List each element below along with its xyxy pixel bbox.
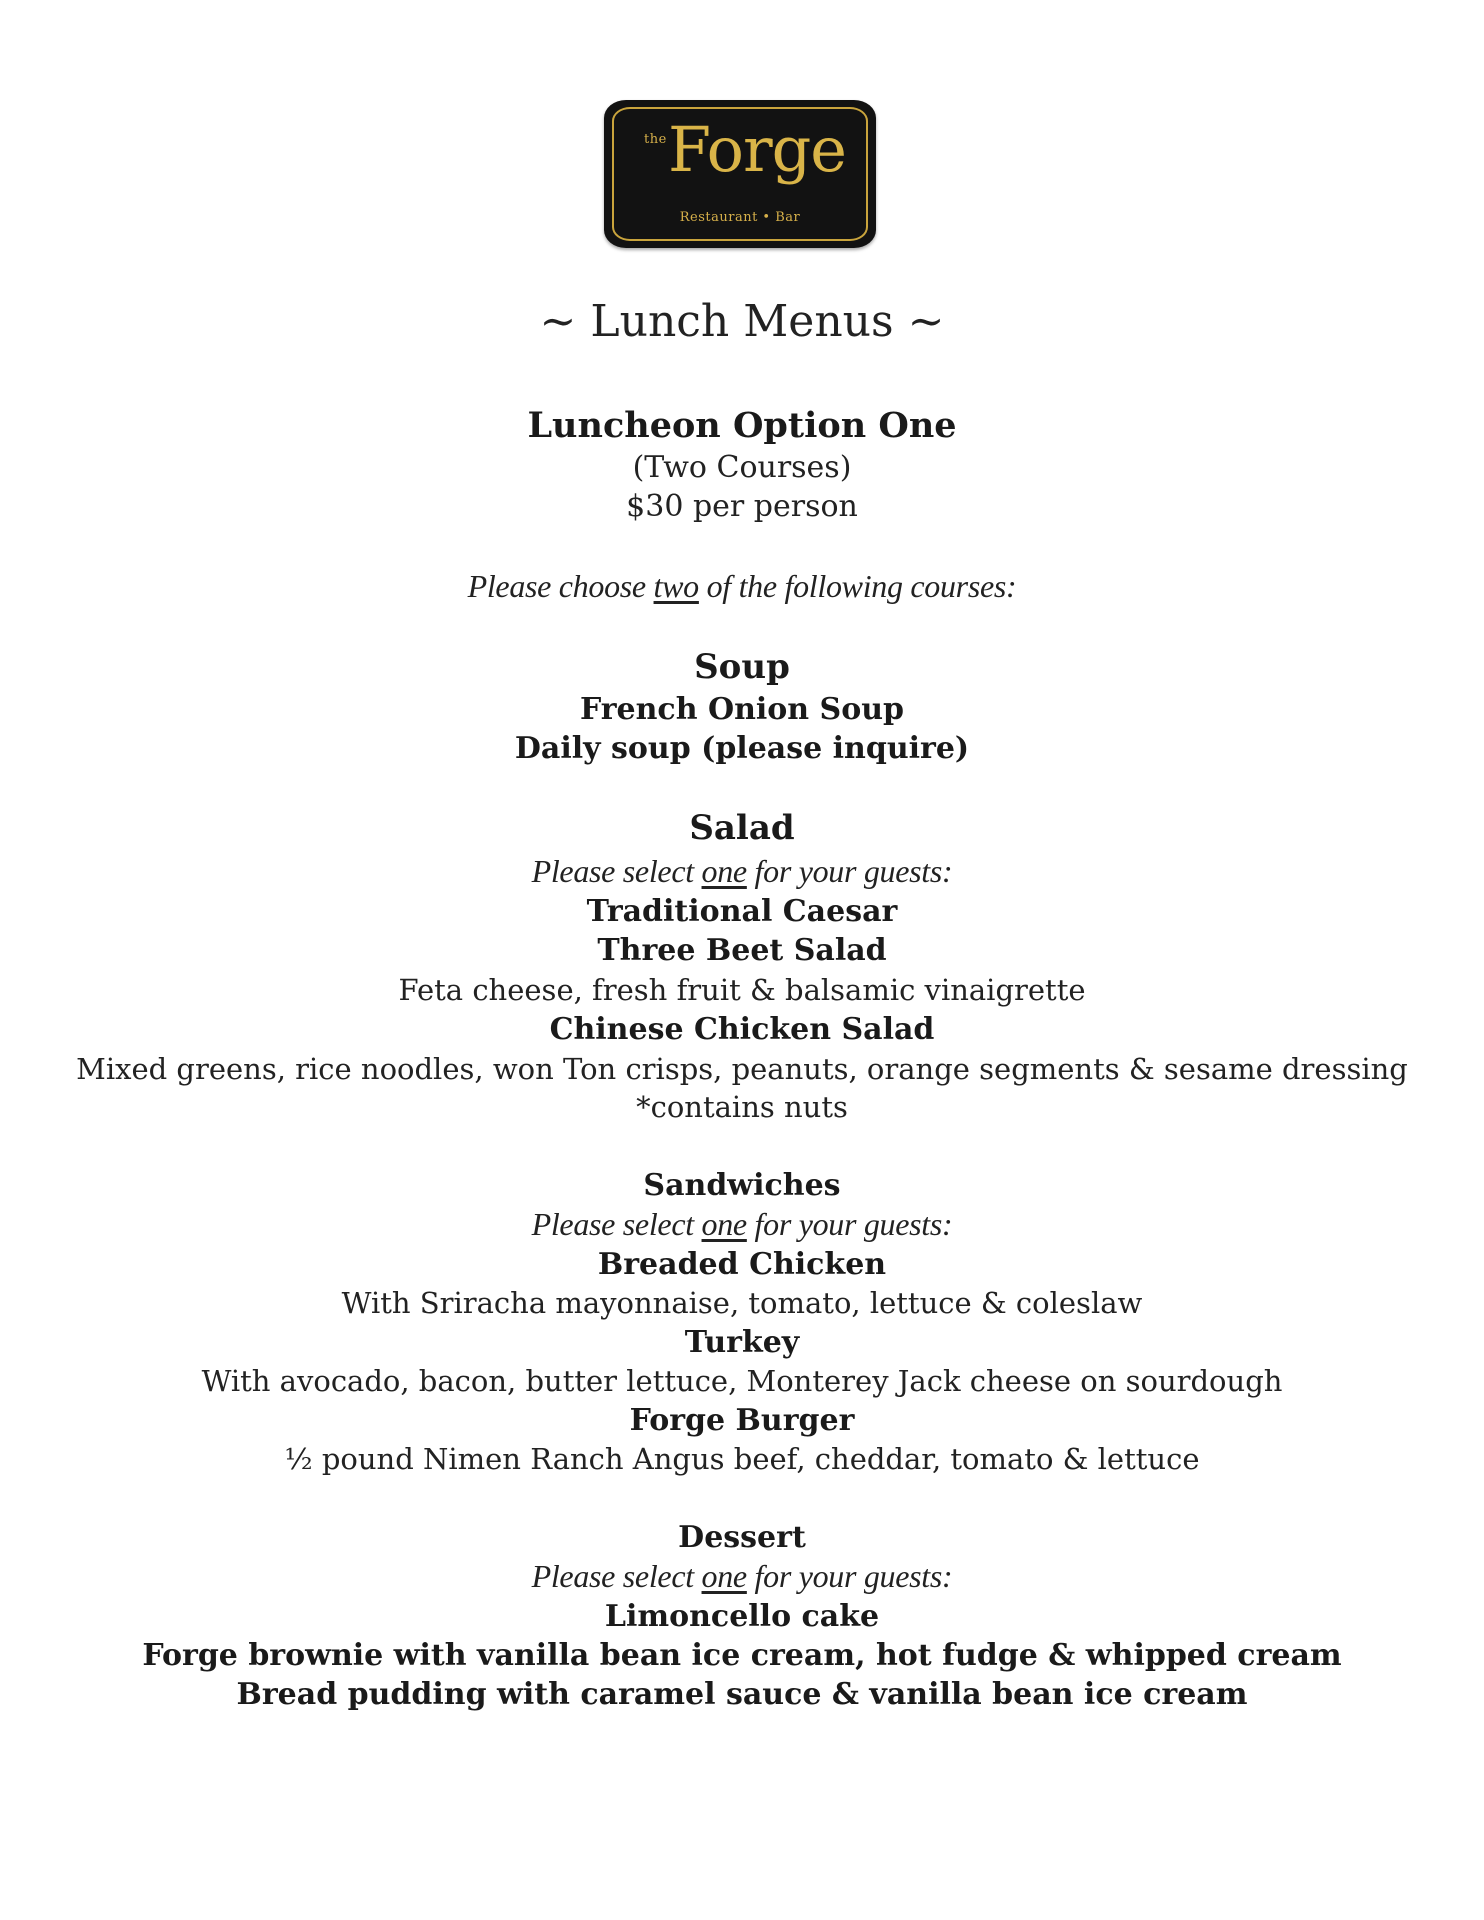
- logo-subtitle: Restaurant • Bar: [679, 210, 801, 225]
- forge-logo: [604, 100, 876, 248]
- dessert-item: Limoncello cake: [604, 1599, 880, 1634]
- soup-heading: Soup: [694, 647, 790, 687]
- salad-item: Three Beet Salad: [597, 933, 887, 968]
- logo-the-text: the: [644, 132, 667, 147]
- instruction-pre: Please choose: [467, 568, 654, 604]
- select-em: one: [701, 1206, 747, 1242]
- salad-instruction: [0, 853, 1484, 890]
- sandwiches-instruction: [0, 1206, 1484, 1243]
- salad-description: Mixed greens, rice noodles, won Ton crisps, peanuts, orange segments & sesame dressing: [76, 1052, 1408, 1086]
- option-price: $30 per person: [626, 489, 858, 524]
- course-instruction: [0, 568, 1484, 605]
- sandwich-description: ½ pound Nimen Ranch Angus beef, cheddar, tomato & lettuce: [284, 1442, 1200, 1476]
- dessert-item: Bread pudding with caramel sauce & vanilla bean ice cream: [236, 1677, 1248, 1712]
- sandwich-description: With Sriracha mayonnaise, tomato, lettuce & coleslaw: [341, 1286, 1143, 1320]
- sandwich-description: With avocado, bacon, butter lettuce, Monterey Jack cheese on sourdough: [201, 1364, 1283, 1398]
- select-post: for your guests:: [746, 1206, 953, 1242]
- logo-forge-text: Forge: [668, 113, 846, 186]
- soup-item: French Onion Soup: [579, 692, 905, 727]
- select-pre: Please select: [531, 853, 702, 889]
- dessert-instruction: [0, 1558, 1484, 1595]
- soup-item: Daily soup (please inquire): [514, 731, 970, 766]
- salad-item: Traditional Caesar: [586, 894, 898, 929]
- sandwich-item: Turkey: [684, 1325, 800, 1360]
- select-post: for your guests:: [746, 853, 953, 889]
- select-pre: Please select: [531, 1558, 702, 1594]
- select-post: for your guests:: [746, 1558, 953, 1594]
- salad-heading: Salad: [689, 808, 795, 848]
- option-title: Luncheon Option One: [527, 405, 957, 446]
- salad-note: *contains nuts: [636, 1090, 848, 1124]
- instruction-post: of the following courses:: [698, 568, 1017, 604]
- salad-description: Feta cheese, fresh fruit & balsamic vinaigrette: [398, 973, 1086, 1007]
- select-em: one: [701, 1558, 747, 1594]
- select-pre: Please select: [531, 1206, 702, 1242]
- salad-item: Chinese Chicken Salad: [549, 1012, 935, 1047]
- sandwich-item: Breaded Chicken: [597, 1247, 887, 1282]
- instruction-em: two: [653, 568, 699, 604]
- option-courses: (Two Courses): [632, 450, 852, 485]
- page-title: ~ Lunch Menus ~: [539, 296, 945, 347]
- sandwiches-heading: Sandwiches: [643, 1168, 841, 1203]
- dessert-item: Forge brownie with vanilla bean ice cream, hot fudge & whipped cream: [142, 1638, 1342, 1673]
- sandwich-item: Forge Burger: [629, 1403, 855, 1438]
- dessert-heading: Dessert: [678, 1520, 806, 1555]
- select-em: one: [701, 853, 747, 889]
